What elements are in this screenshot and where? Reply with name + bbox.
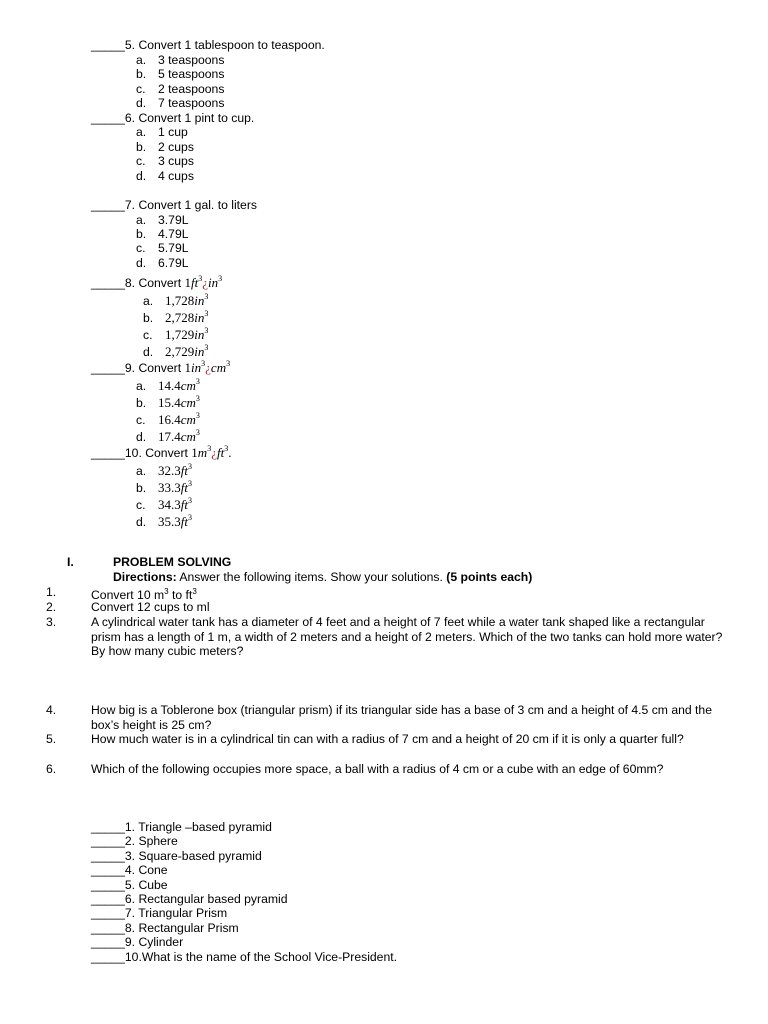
- option: a. $1,728in^3$: [143, 292, 209, 308]
- problem-text: Convert 10 $m^3$ to $ft^3$: [91, 587, 197, 602]
- question-8: [91, 272, 222, 291]
- problem-number: 3.: [46, 615, 57, 629]
- problem-number: 6.: [46, 762, 57, 776]
- option: c. $16.4cm^3$: [136, 411, 200, 427]
- problem-text: How much water is in a cylindrical tin can with a radius of 7 cm and a height of 20 cm if it is only a quarter full?: [91, 732, 684, 746]
- option: c. $1,729in^3$: [143, 326, 209, 342]
- question-10: [91, 442, 231, 461]
- question-text: 5. Convert 1 tablespoon to teaspoon.: [124, 38, 325, 52]
- option: b. $33.3ft^3$: [136, 479, 192, 495]
- option: a. $32.3ft^3$: [136, 462, 192, 478]
- option: b. 5 teaspoons: [136, 67, 225, 81]
- matching-item: _____5. Cube: [91, 878, 168, 892]
- problem-number: 2.: [46, 600, 57, 614]
- question-text: 7. Convert 1 gal. to liters: [124, 198, 257, 212]
- problem-text: Convert 12 cups to ml: [91, 600, 210, 614]
- math-expression: $1ft^3¿in^3$: [184, 274, 223, 290]
- math-expression: $1in^3¿cm^3$: [184, 359, 231, 375]
- option: a. 3.79L: [136, 213, 189, 227]
- section-title: PROBLEM SOLVING: [113, 555, 232, 569]
- problem-number: 4.: [46, 703, 57, 717]
- matching-item: _____10.What is the name of the School Vice-President.: [91, 950, 398, 964]
- question-9: [91, 357, 230, 376]
- problem-text: How big is a Toblerone box (triangular prism) if its triangular side has a base of 3 cm and a height of 4.5 cm and the box’s height is 25 cm?: [91, 703, 712, 732]
- problem-text: A cylindrical water tank has a diameter of 4 feet and a height of 7 feet while a water tank shaped like a rectangular prism has a length of 1 m, a width of 2 meters and a height of 2 meters. Which of the two tanks can hold more water? By how many cubic meters?: [91, 615, 723, 659]
- section-number: I.: [67, 555, 74, 569]
- option: c. $34.3ft^3$: [136, 496, 192, 512]
- question-text: 6. Convert 1 pint to cup.: [124, 111, 255, 125]
- directions: Directions: Answer the following items. Show your solutions. (5 points each): [113, 570, 533, 584]
- matching-item: _____6. Rectangular based pyramid: [91, 892, 288, 906]
- problem-text: Which of the following occupies more space, a ball with a radius of 4 cm or a cube with an edge of 60mm?: [91, 762, 664, 776]
- option: b. 2 cups: [136, 140, 194, 154]
- option: c. 3 cups: [136, 154, 194, 168]
- question-text: 8. Convert: [124, 276, 182, 290]
- option: a. $14.4cm^3$: [136, 377, 200, 393]
- option: b. 4.79L: [136, 227, 189, 241]
- answer-blank: _____: [91, 198, 125, 212]
- question-6: [91, 111, 254, 126]
- matching-item: _____2. Sphere: [91, 834, 178, 848]
- option: d. $2,729in^3$: [143, 343, 209, 359]
- problem-number: 5.: [46, 732, 57, 746]
- option: a. 1 cup: [136, 125, 188, 139]
- option: d. 4 cups: [136, 169, 194, 183]
- option: b. $15.4cm^3$: [136, 394, 200, 410]
- option: c. 2 teaspoons: [136, 82, 225, 96]
- problem-number: 1.: [46, 585, 57, 599]
- option: d. $35.3ft^3$: [136, 513, 192, 529]
- answer-blank: _____: [91, 361, 125, 375]
- option: d. $17.4cm^3$: [136, 428, 200, 444]
- matching-item: _____9. Cylinder: [91, 935, 184, 949]
- question-text: 10. Convert: [124, 446, 188, 460]
- answer-blank: _____: [91, 111, 125, 125]
- question-5: [91, 38, 325, 53]
- question-7: [91, 198, 257, 213]
- answer-blank: _____: [91, 276, 125, 290]
- matching-item: _____8. Rectangular Prism: [91, 921, 239, 935]
- option: d. 6.79L: [136, 256, 189, 270]
- option: a. 3 teaspoons: [136, 53, 225, 67]
- option: d. 7 teaspoons: [136, 96, 225, 110]
- option: c. 5.79L: [136, 241, 189, 255]
- matching-item: _____4. Cone: [91, 863, 168, 877]
- math-expression: $1m^3¿ft^3$.: [191, 444, 232, 460]
- answer-blank: _____: [91, 446, 125, 460]
- matching-item: _____7. Triangular Prism: [91, 906, 228, 920]
- option: b. $2,728in^3$: [143, 309, 209, 325]
- question-text: 9. Convert: [124, 361, 182, 375]
- matching-item: _____1. Triangle –based pyramid: [91, 820, 272, 834]
- matching-item: _____3. Square-based pyramid: [91, 849, 262, 863]
- answer-blank: _____: [91, 38, 125, 52]
